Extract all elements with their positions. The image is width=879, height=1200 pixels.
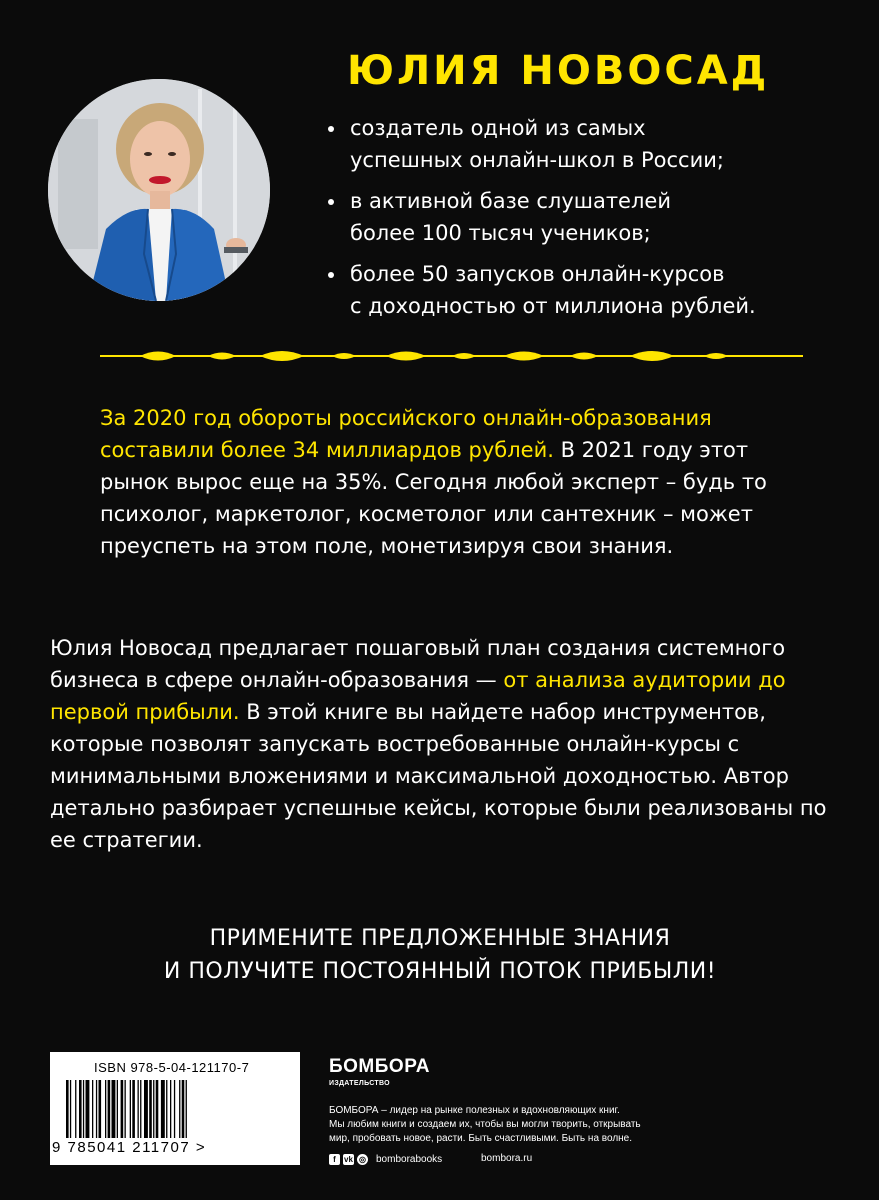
cta-line: ПРИМЕНИТЕ ПРЕДЛОЖЕННЫЕ ЗНАНИЯ [209,926,671,951]
cta-line: И ПОЛУЧИТЕ ПОСТОЯННЫЙ ПОТОК ПРИБЫЛИ! [163,959,717,984]
author-photo [48,79,270,301]
website-link[interactable]: bombora.ru [481,1153,533,1164]
barcode-icon [66,1080,276,1138]
bullet-icon [328,199,334,205]
description-paragraph [50,632,840,856]
list-item: создатель одной из самых успешных онлайн-школ в России; [322,112,862,176]
list-item: более 50 запусков онлайн-курсов с доходностью от миллиона рублей. [322,258,862,322]
paragraph-text: В 2021 году этот рынок вырос еще на 35%. Сегодня любой эксперт – будь то психолог, маркетолог, косметолог или сантехник – может преуспеть на этом поле, монетизируя свои знания. [100,438,767,558]
paragraph-text: Юлия Новосад предлагает пошаговый план создания системного бизнеса в сфере онлайн-образования — [50,636,786,692]
highlighted-text: от анализа аудитории до первой прибыли. [50,668,786,724]
highlighted-text: За 2020 год обороты российского онлайн-образования составили более 34 миллиардов рублей. [100,406,712,462]
bullet-icon [328,126,334,132]
publisher-logo: БОМБОРА [329,1056,430,1077]
instagram-icon[interactable]: ◎ [357,1154,368,1165]
isbn-number: ISBN 978-5-04-121170-7 [94,1060,250,1075]
list-item: в активной базе слушателей более 100 тысяч учеников; [322,185,862,249]
vk-icon[interactable]: vk [344,1154,353,1164]
social-handle[interactable]: bomborabooks [376,1153,443,1165]
facebook-icon[interactable]: f [329,1154,340,1165]
call-to-action [90,922,790,988]
bullet-icon [328,272,334,278]
publisher-description [329,1104,729,1146]
publisher-sublogo: ИЗДАТЕЛЬСТВО [329,1080,390,1087]
description-line: БОМБОРА – лидер на рынке полезных и вдохновляющих книг. [329,1105,620,1116]
wave-divider [100,345,803,367]
social-links [329,1152,442,1166]
author-achievements-list [322,112,862,331]
paragraph-text: В этой книге вы найдете набор инструментов, которые позволят запускать востребованные онлайн-курсы с минимальными вложениями и максимальной доходностью. Автор детально разбирает успешные кейсы, которые были реализованы по ее стратегии. [50,700,827,852]
intro-paragraph [100,402,820,562]
barcode-block [50,1052,300,1165]
description-line: мир, пробовать новое, расти. Быть счастливыми. Быть на волне. [329,1133,633,1144]
author-name: ЮЛИЯ НОВОСАД [347,48,770,94]
description-line: Мы любим книги и создаем их, чтобы вы могли творить, открывать [329,1119,641,1130]
barcode-digits: 9 785041 211707 > [52,1139,207,1156]
